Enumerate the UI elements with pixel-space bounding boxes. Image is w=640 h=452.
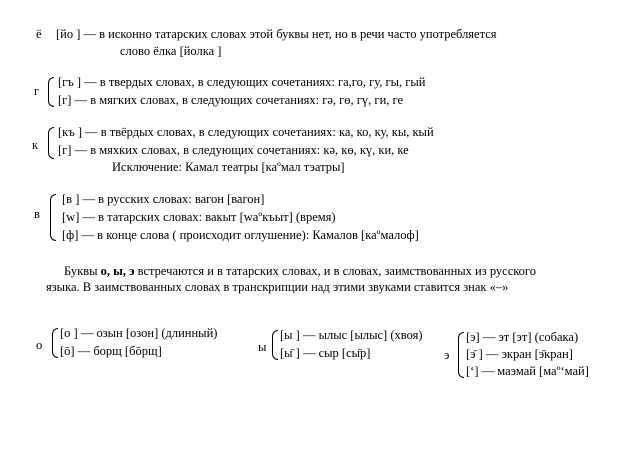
paragraph-bold-letters: о, ы, э — [100, 264, 135, 278]
e-line-1: [э] — эт [эт] (собака) — [466, 330, 579, 344]
brace-k — [48, 127, 54, 159]
v-line-3: [ф] — в конце слова ( происходит оглушение): Камалов [каºмалоф] — [62, 228, 419, 242]
y-line-1: [ы ] — ылыс [ылыс] (хвоя) — [280, 328, 423, 342]
letter-yo: ё — [36, 27, 42, 41]
brace-g — [48, 77, 54, 107]
brace-y — [272, 330, 278, 360]
brace-v — [50, 194, 56, 241]
v-line-2: [w] — в татарских словах: вакыт [waºкъыт] (время) — [62, 210, 336, 224]
k-line-1: [къ ] — в твёрдых словах, в следующих сочетаниях: ка, ко, ку, кы, кый — [58, 125, 434, 139]
k-exception: Исключение: Камал театры [каºмал тэатры] — [112, 160, 345, 174]
letter-g: г — [34, 84, 40, 98]
brace-o — [52, 328, 58, 358]
g-line-1: [гъ ] — в твердых словах, в следующих сочетаниях: га,го, гу, гы, гый — [58, 75, 426, 89]
brace-e — [458, 332, 464, 378]
v-line-1: [в ] — в русских словах: вагон [вагон] — [62, 192, 265, 206]
letter-e: э — [444, 348, 450, 362]
yo-line-2: слово ёлка [йолка ] — [120, 44, 222, 58]
g-line-2: [г] — в мягких словах, в следующих сочетаниях: гә, гө, гү, ги, ге — [58, 93, 404, 107]
y-line-2: [ы̄ ] — сыр [сы̄р] — [280, 346, 371, 360]
letter-v: в — [34, 207, 40, 221]
paragraph-line-2: языка. В заимствованных словах в транскрипции над этими звуками ставится знак «–» — [46, 280, 509, 294]
e-line-2: [э̄ ] — экран [э̄кран] — [466, 347, 573, 361]
paragraph-line-1: Буквы о, ы, э встречаются и в татарских словах, и в словах, заимствованных из русского — [64, 264, 536, 278]
yo-line-1: [йо ] — в исконно татарских словах этой буквы нет, но в речи часто употребляется — [56, 27, 497, 41]
letter-y: ы — [258, 340, 267, 354]
o-line-1: [о ] — озын [озон] (длинный) — [60, 326, 218, 340]
o-line-2: [ō] — борщ [бōрщ] — [60, 344, 162, 358]
letter-k: к — [32, 138, 39, 152]
e-line-3: [‘] — маэмай [маº‘май] — [466, 364, 589, 378]
letter-o: о — [36, 338, 43, 352]
k-line-2: [г] — в мяхких словах, в следующих сочетаниях: кә, кө, кү, ки, ке — [58, 143, 409, 157]
